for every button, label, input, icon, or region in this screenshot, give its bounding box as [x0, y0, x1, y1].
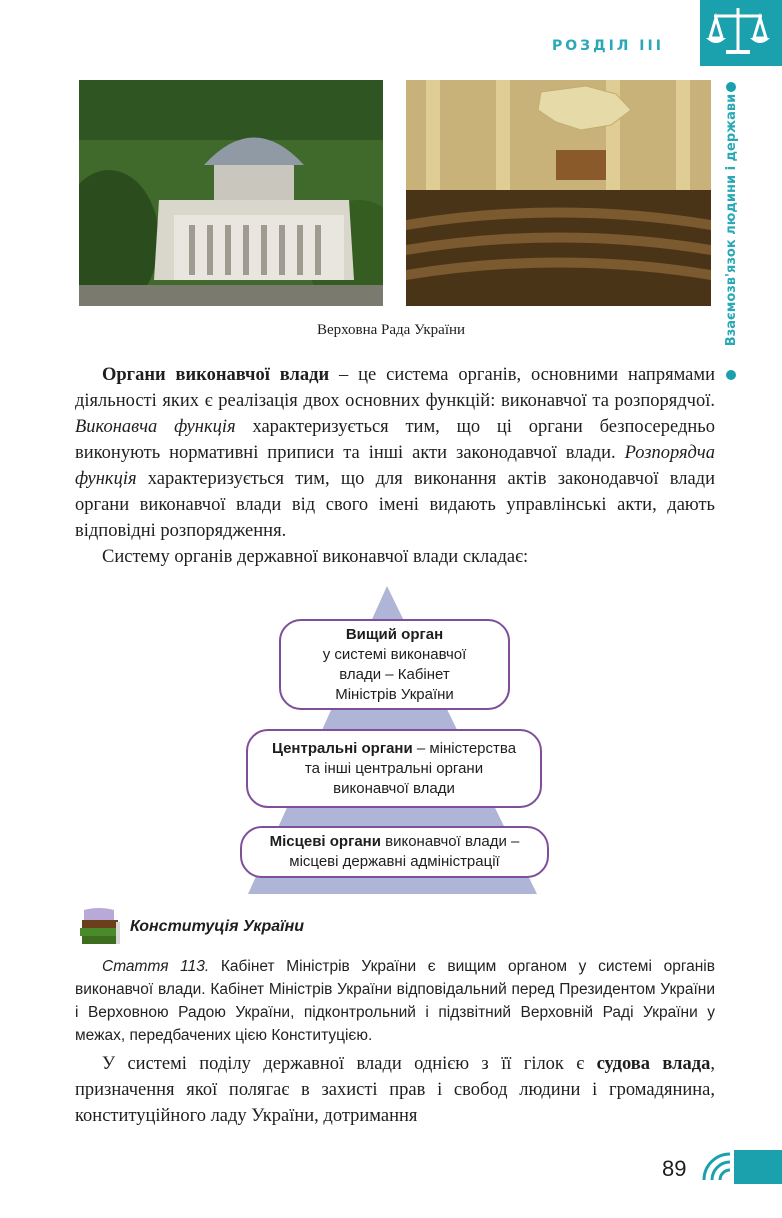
- executive-power-paragraph: [75, 362, 715, 570]
- photo-caption: Верховна Рада України: [316, 322, 466, 338]
- pyramid-level-central: [246, 729, 542, 808]
- central-bodies-line2: та інші центральні органи: [304, 759, 484, 777]
- highest-body-line4: Міністрів України: [335, 685, 454, 703]
- constitution-article: [75, 955, 715, 1047]
- section-header-block: [700, 0, 782, 66]
- paragraph3-text-a: У системі поділу державної влади однією з її гілок є: [102, 1054, 597, 1074]
- side-dot-bottom: [726, 370, 736, 380]
- highest-body-title: Вищий орган: [345, 625, 444, 643]
- side-title-text: Взаємозв'язок людини і держави: [724, 93, 739, 347]
- paragraph1-text-b: характеризується тим, що ці органи безпосередньо виконують нормативні приписи та інші акти законодавчої влади.: [75, 417, 715, 463]
- central-bodies-title: Центральні органи: [271, 739, 413, 757]
- term-executive-function: Виконавча функція: [75, 417, 236, 437]
- pyramid-level-highest: [279, 619, 510, 710]
- central-bodies-rest: – міністерства: [412, 739, 517, 757]
- article-number: Стаття 113.: [102, 958, 210, 975]
- highest-body-line3: влади – Кабінет: [339, 665, 450, 683]
- highest-body-line2: у системі виконавчої: [322, 645, 467, 663]
- system-intro-paragraph: Систему органів державної виконавчої влади складає:: [102, 547, 529, 567]
- footer-accent-bar: [734, 1150, 782, 1184]
- scales-icon: [700, 0, 782, 66]
- paragraph1-text-c: характеризується тим, що для виконання актів законодавчої влади органи виконавчої влади від свого імені видають управлінські акти, дають відповідні розпорядження.: [75, 469, 715, 541]
- paragraph3-text-b: , призначення якої полягає в захисті прав і свобод людини і громадянина, конституційного ладу України, дотримання: [75, 1054, 715, 1126]
- parliament-building-photo: [79, 80, 383, 306]
- term-administrative-function: Розпорядча функція: [75, 443, 715, 489]
- term-judicial-power: судова влада: [596, 1054, 711, 1074]
- local-bodies-line2: місцеві державні адміністрації: [289, 853, 500, 870]
- parliament-hall-photo: [406, 80, 711, 306]
- article-text: Кабінет Міністрів України є вищим органом у системі органів виконавчої влади. Кабінет Міністрів України відповідальний перед Президентом України і Верховною Радою України, підконтрольний і підзвітний Верховній Раді України у межах, передбачених цією Конституцією.: [75, 958, 715, 1044]
- section-label: РОЗДІЛ ІІІ: [552, 38, 664, 54]
- term-executive-bodies: Органи виконавчої влади: [102, 365, 330, 385]
- local-bodies-title: Місцеві органи: [269, 833, 381, 850]
- page-number: 89: [662, 1156, 687, 1181]
- constitution-title: Конституція України: [130, 918, 305, 935]
- judicial-power-paragraph: [75, 1051, 715, 1129]
- paragraph1-text-a: – це система органів, основними напрямами діяльності яких є реалізація двох основних функцій: виконавчої та розпорядчої.: [75, 365, 715, 411]
- local-bodies-rest: виконавчої влади –: [380, 833, 520, 850]
- pyramid-level-local: [240, 826, 549, 878]
- central-bodies-line3: виконавчої влади: [333, 779, 455, 797]
- books-icon: [74, 908, 124, 948]
